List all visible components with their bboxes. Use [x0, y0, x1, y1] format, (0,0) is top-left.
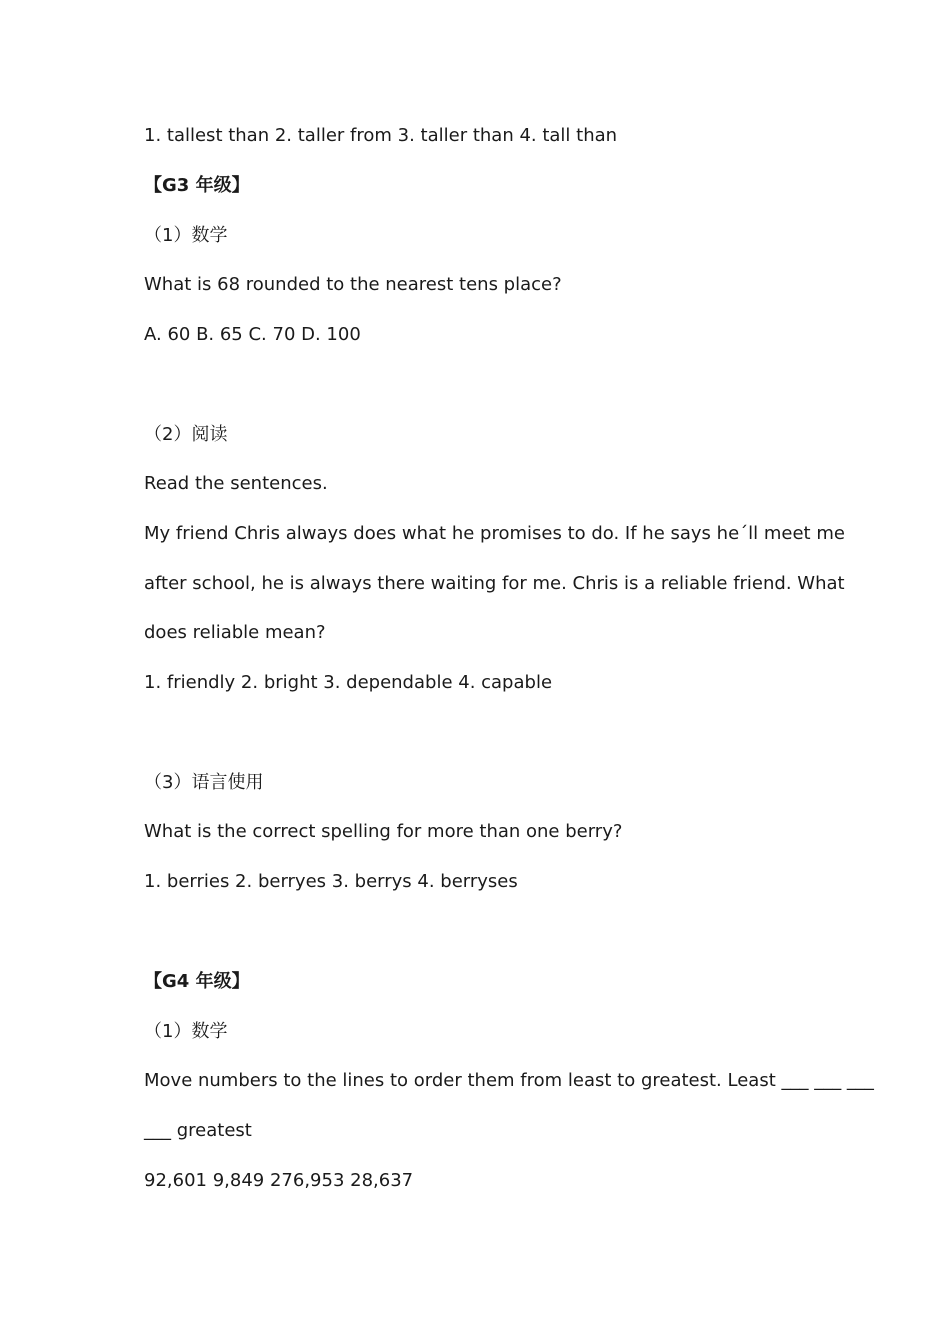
- g3-language-question: What is the correct spelling for more than one berry?: [144, 821, 623, 842]
- g3-math-label: （1）数学: [144, 225, 228, 246]
- g3-reading-instruction: Read the sentences.: [144, 473, 328, 494]
- g3-reading-options: 1. friendly 2. bright 3. dependable 4. capable: [144, 672, 553, 693]
- g4-section-heading: 【G4 年级】: [144, 971, 250, 992]
- g3-reading-paragraph-line-2: after school, he is always there waiting for me. Chris is a reliable friend. What: [144, 573, 845, 594]
- g3-reading-paragraph-line-1: My friend Chris always does what he promises to do. If he says he´ll meet me: [144, 523, 845, 544]
- g4-math-question-line-2: ___ greatest: [144, 1120, 252, 1141]
- g3-language-label: （3）语言使用: [144, 772, 264, 793]
- g3-section-heading: 【G3 年级】: [144, 175, 250, 196]
- g3-language-options: 1. berries 2. berryes 3. berrys 4. berryses: [144, 871, 518, 892]
- g3-reading-paragraph-line-3: does reliable mean?: [144, 622, 326, 643]
- g4-math-question-line-1: Move numbers to the lines to order them from least to greatest. Least ___ ___ ___: [144, 1070, 874, 1091]
- g3-reading-label: （2）阅读: [144, 424, 228, 445]
- g4-math-numbers: 92,601 9,849 276,953 28,637: [144, 1170, 414, 1191]
- g2-answer-options: 1. tallest than 2. taller from 3. taller than 4. tall than: [144, 125, 618, 146]
- g4-math-label: （1）数学: [144, 1021, 228, 1042]
- g3-math-question: What is 68 rounded to the nearest tens place?: [144, 274, 562, 295]
- g3-math-options: A. 60 B. 65 C. 70 D. 100: [144, 324, 361, 345]
